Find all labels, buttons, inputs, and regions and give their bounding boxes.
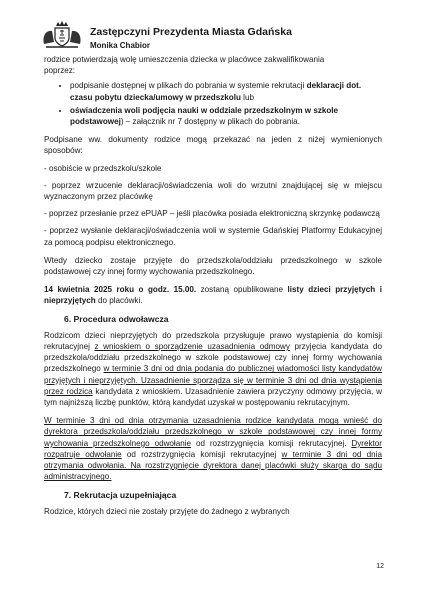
method-item: - poprzez wysłanie deklaracji/oświadczenia woli w systemie Gdańskiej Platformy Edukacyjnej za pomocą podpisu elektronicznego. bbox=[44, 226, 382, 247]
section-heading-supplementary: 7. Rekrutacja uzupełniająca bbox=[64, 489, 177, 500]
appeal-paragraph-2: W terminie 3 dni od dnia otrzymania uzasadnienia rodzice kandydata mogą wnieść do dyrektora przedszkola/oddziału przedszkolnego w szkole podstawowej czy innej formy wychowania przedszkolnego odwołanie od rozstrzygnięcia komisji rekrutacyjnej. Dyrektor rozpatruje odwołanie od rozstrzygnięcia komisji rekrutacyjnej w terminie 3 dni od dnia otrzymania odwołania. Na rozstrzygnięcie dyrektora danej placówki służy skarga do sądu administracyjnego. bbox=[44, 416, 382, 482]
appeal-paragraph-1: Rodzicom dzieci nieprzyjętych do przedszkola przysługuje prawo wystąpienia do komisji rekrutacyjnej z wnioskiem o sporządzenie uzasadnienia odmowy przyjęcia kandydata do przedszkola/oddziału przedszkolnego w szkole podstawowej czy innej formy wychowania przedszkolnego w terminie 3 dni od dnia podania do publicznej wiadomości listy kandydatów przyjętych i nieprzyjętych. Uzasadnienie sporządza się w terminie 3 dni od dnia wystąpienia przez rodzica kandydata z wnioskiem. Uzasadnienie zawiera przyczyny odmowy przyjęcia, w tym najniższą liczbę punktów, którą kandydat uzyskał w postępowaniu rekrutacyjnym. bbox=[44, 330, 383, 408]
letterhead bbox=[40, 20, 400, 52]
section-heading-appeal: 6. Procedura odwoławcza bbox=[64, 313, 169, 324]
required-documents-list bbox=[44, 80, 382, 127]
method-item: - poprzez przesłanie przez ePUAP – jeśli placówka posiada elektroniczną skrzynkę podawczą bbox=[44, 209, 380, 219]
list-item: • podpisanie dostępnej w plikach do pobrania w systemie rekrutacji deklaracji dot. czasu pobytu dziecka/umowy w przedszkolu lub bbox=[70, 80, 382, 102]
method-item: - poprzez wrzucenie deklaracji/oświadczenia woli do wrzutni znajdującej się w miejscu wyznaczonym przez placówkę bbox=[44, 180, 382, 202]
page-number: 12 bbox=[376, 563, 384, 570]
intro-line-1: rodzice potwierdzają wolę umieszczenia dziecka w placówce zakwalifikowania bbox=[44, 55, 325, 64]
intro-line-2: poprzez: bbox=[44, 66, 76, 76]
last-paragraph: Rodzice, których dzieci nie zostały przyjęte do żadnego z wybranych bbox=[44, 506, 290, 516]
gdansk-crest-icon bbox=[40, 20, 84, 50]
list-item: • oświadczenia woli podjęcia nauki w oddziale przedszkolnym w szkole podstawowej) – załącznik nr 7 dostępny w plikach do pobrania. bbox=[70, 105, 382, 127]
admitted-paragraph: Wtedy dziecko zostaje przyjęte do przedszkola/oddziału przedszkolnego w szkole podstawowej czy innej formy wychowania przedszkolnego. bbox=[44, 255, 382, 277]
publish-paragraph: 14 kwietnia 2025 roku o godz. 15.00. zostaną opublikowane listy dzieci przyjętych i nieprzyjętych do placówki. bbox=[44, 285, 382, 306]
method-item: - osobiście w przedszkolu/szkole bbox=[44, 163, 162, 173]
document-body bbox=[44, 54, 382, 517]
header-title: Zastępczyni Prezydenta Miasta Gdańska bbox=[90, 26, 292, 38]
header-name: Monika Chabior bbox=[90, 41, 151, 50]
submit-paragraph: Podpisane ww. dokumenty rodzice mogą przekazać na jeden z niżej wymienionych sposobów: bbox=[44, 135, 382, 156]
